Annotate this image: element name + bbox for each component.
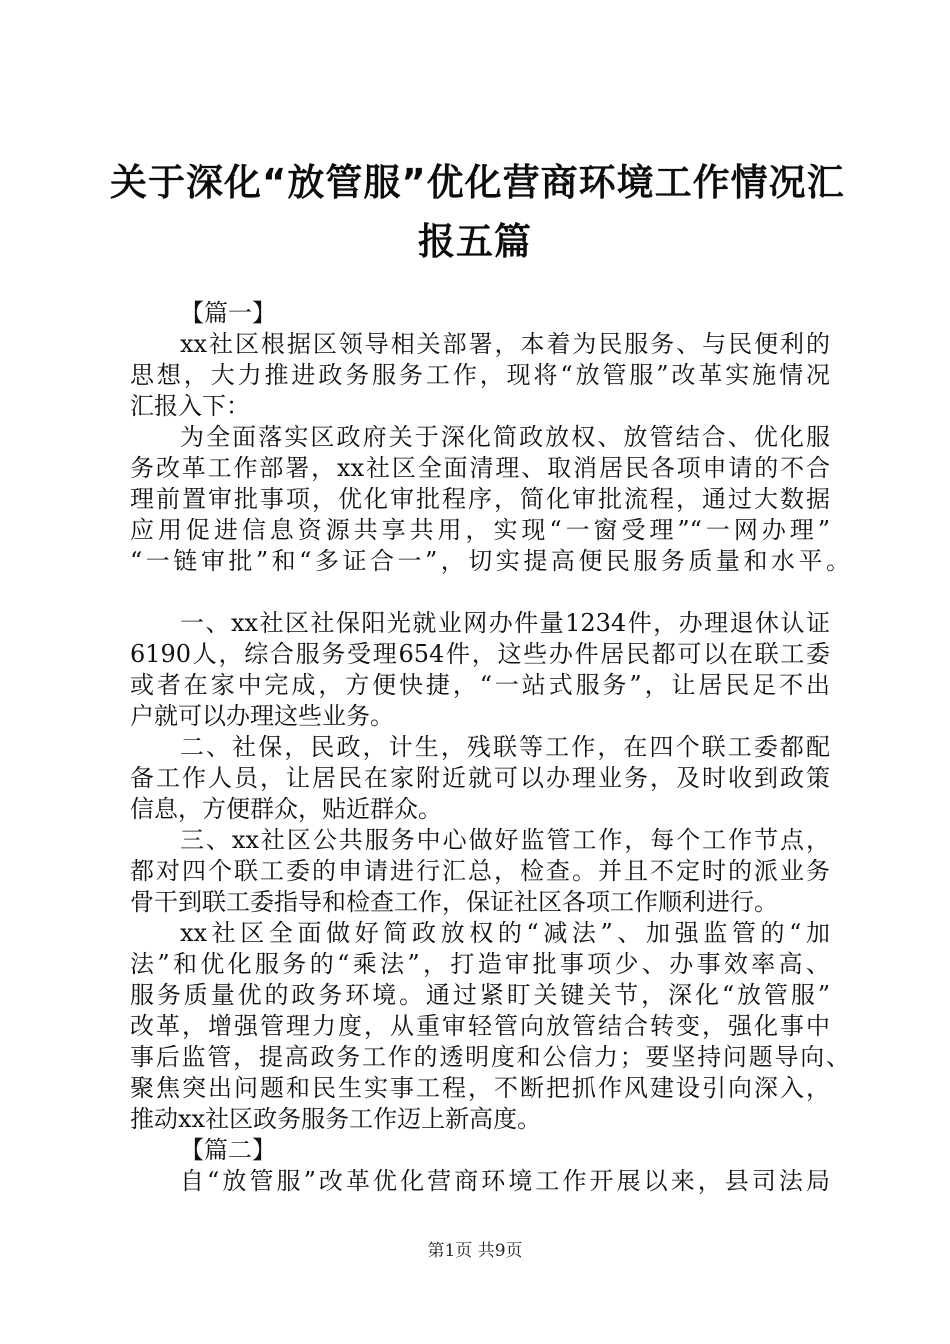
paragraph-line: 服务质量优的政务环境。通过紧盯关键关节，深化“放管服” [130, 981, 830, 1009]
paragraph-line: 应用促进信息资源共享共用，实现“一窗受理”“一网办理” [130, 516, 830, 544]
paragraph-line: 改革，增强管理力度，从重审轻管向放管结合转变，强化事中 [130, 1012, 830, 1040]
paragraph-line: 事后监管，提高政务工作的透明度和公信力；要坚持问题导向、 [130, 1043, 850, 1071]
paragraph-line: 理前置审批事项，优化审批程序，简化审批流程，通过大数据 [130, 485, 830, 513]
section-heading-1: 【篇一】 [180, 299, 276, 327]
paragraph-line: 信息，方便群众，贴近群众。 [130, 795, 442, 823]
paragraph-line: 骨干到联工委指导和检查工作，保证社区各项工作顺利进行。 [130, 888, 778, 916]
paragraph-line: xx社区根据区领导相关部署，本着为民服务、与民便利的 [180, 330, 830, 358]
paragraph-line: 都对四个联工委的申请进行汇总，检查。并且不定时的派业务 [130, 857, 830, 885]
paragraph-line: xx社区全面做好简政放权的“减法”、加强监管的“加 [180, 919, 830, 947]
paragraph-line: 为全面落实区政府关于深化简政放权、放管结合、优化服 [180, 423, 830, 451]
section-heading-2: 【篇二】 [180, 1136, 276, 1164]
paragraph-line: 汇报入下： [130, 392, 250, 420]
paragraph-line: 一、xx社区社保阳光就业网办件量1234件，办理退休认证 [180, 609, 830, 637]
document-title-line-1: 关于深化“放管服”优化营商环境工作情况汇 [110, 161, 845, 204]
document-title-line-2: 报五篇 [418, 220, 532, 263]
paragraph-line: 备工作人员，让居民在家附近就可以办理业务，及时收到政策 [130, 764, 830, 792]
paragraph-line: 法”和优化服务的“乘法”，打造审批事项少、办事效率高、 [130, 950, 830, 978]
paragraph-line: 户就可以办理这些业务。 [130, 702, 394, 730]
paragraph-line: 务改革工作部署，xx社区全面清理、取消居民各项申请的不合 [130, 454, 830, 482]
paragraph-line: 三、xx社区公共服务中心做好监管工作，每个工作节点， [180, 826, 830, 854]
paragraph-line: 二、社保，民政，计生，残联等工作，在四个联工委都配 [180, 733, 830, 761]
paragraph-line: 推动xx社区政务服务工作迈上新高度。 [130, 1105, 542, 1133]
paragraph-line: 6190人，综合服务受理654件，这些办件居民都可以在联工委 [130, 640, 830, 668]
paragraph-line: “一链审批”和“多证合一”，切实提高便民服务质量和水平。 [130, 547, 850, 575]
paragraph-line: 自“放管服”改革优化营商环境工作开展以来，县司法局 [180, 1167, 830, 1195]
paragraph-line: 或者在家中完成，方便快捷，“一站式服务”，让居民足不出 [130, 671, 830, 699]
paragraph-line: 聚焦突出问题和民生实事工程，不断把抓作风建设引向深入， [130, 1074, 830, 1102]
paragraph-line: 思想，大力推进政务服务工作，现将“放管服”改革实施情况 [130, 361, 830, 389]
page-footer: 第1页 共9页 [427, 1241, 523, 1261]
